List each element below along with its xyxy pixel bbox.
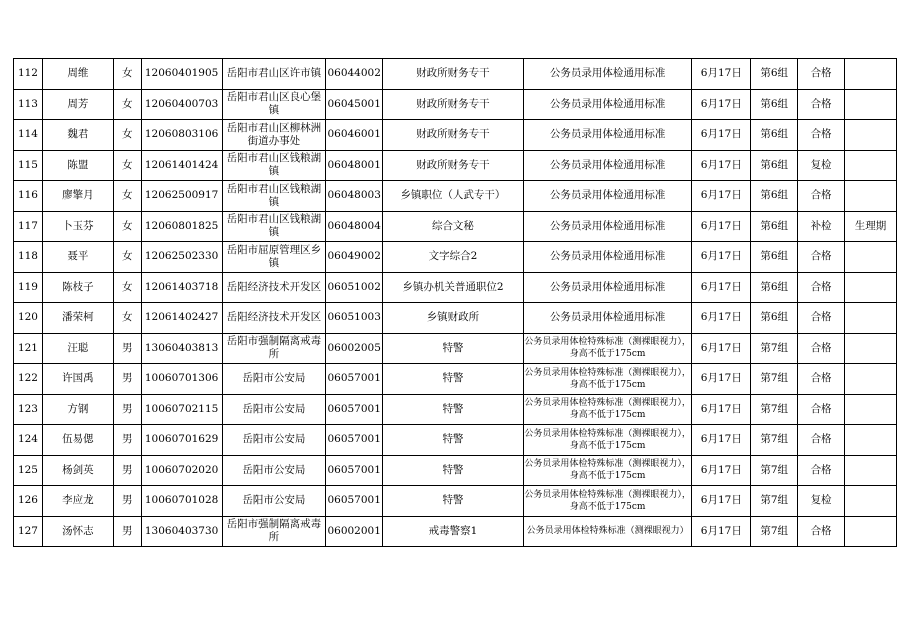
position-name-cell: 文字综合2 — [383, 242, 524, 273]
name-cell: 周芳 — [42, 89, 113, 120]
gender-cell: 男 — [113, 364, 141, 395]
exam-standard-cell: 公务员录用体检特殊标准（测裸眼视力），身高不低于175cm — [523, 486, 692, 517]
exam-results-table — [13, 58, 897, 547]
position-name-cell: 特警 — [383, 486, 524, 517]
name-cell: 李应龙 — [42, 486, 113, 517]
exam-group-cell: 第7组 — [751, 364, 798, 395]
exam-standard-cell: 公务员录用体检通用标准 — [523, 181, 692, 212]
name-cell: 聂平 — [42, 242, 113, 273]
table-row — [14, 181, 897, 212]
employer-unit-cell: 岳阳经济技术开发区 — [222, 272, 326, 303]
ticket-number-cell: 10060702115 — [141, 394, 222, 425]
exam-date-cell: 6月17日 — [692, 89, 751, 120]
ticket-number-cell: 10060701306 — [141, 364, 222, 395]
row-number-cell: 117 — [14, 211, 43, 242]
exam-standard-cell: 公务员录用体检特殊标准（测裸眼视力），身高不低于175cm — [523, 394, 692, 425]
position-code-cell: 06048004 — [326, 211, 383, 242]
employer-unit-cell: 岳阳市公安局 — [222, 394, 326, 425]
table-row — [14, 89, 897, 120]
employer-unit-cell: 岳阳经济技术开发区 — [222, 303, 326, 334]
table-row — [14, 242, 897, 273]
result-cell: 合格 — [798, 425, 845, 456]
result-cell: 合格 — [798, 59, 845, 90]
position-name-cell: 特警 — [383, 394, 524, 425]
employer-unit-cell: 岳阳市强制隔离戒毒所 — [222, 516, 326, 547]
position-code-cell: 06057001 — [326, 486, 383, 517]
exam-group-cell: 第7组 — [751, 333, 798, 364]
exam-date-cell: 6月17日 — [692, 211, 751, 242]
exam-group-cell: 第6组 — [751, 181, 798, 212]
table-row — [14, 303, 897, 334]
exam-standard-cell: 公务员录用体检通用标准 — [523, 89, 692, 120]
name-cell: 汪聪 — [42, 333, 113, 364]
position-code-cell: 06046001 — [326, 120, 383, 151]
table-row — [14, 364, 897, 395]
table-row — [14, 120, 897, 151]
position-code-cell: 06051002 — [326, 272, 383, 303]
exam-date-cell: 6月17日 — [692, 150, 751, 181]
exam-group-cell: 第7组 — [751, 516, 798, 547]
position-name-cell: 特警 — [383, 364, 524, 395]
exam-standard-cell: 公务员录用体检通用标准 — [523, 303, 692, 334]
position-name-cell: 乡镇职位（人武专干） — [383, 181, 524, 212]
table-row — [14, 425, 897, 456]
row-number-cell: 113 — [14, 89, 43, 120]
employer-unit-cell: 岳阳市公安局 — [222, 364, 326, 395]
exam-date-cell: 6月17日 — [692, 59, 751, 90]
gender-cell: 女 — [113, 150, 141, 181]
exam-date-cell: 6月17日 — [692, 181, 751, 212]
exam-date-cell: 6月17日 — [692, 455, 751, 486]
note-cell — [845, 516, 897, 547]
ticket-number-cell: 12061402427 — [141, 303, 222, 334]
position-name-cell: 综合文秘 — [383, 211, 524, 242]
note-cell — [845, 89, 897, 120]
name-cell: 陈枝子 — [42, 272, 113, 303]
gender-cell: 男 — [113, 425, 141, 456]
result-cell: 合格 — [798, 394, 845, 425]
table-row — [14, 516, 897, 547]
ticket-number-cell: 10060702020 — [141, 455, 222, 486]
ticket-number-cell: 12062500917 — [141, 181, 222, 212]
name-cell: 伍易偲 — [42, 425, 113, 456]
note-cell: 生理期 — [845, 211, 897, 242]
exam-group-cell: 第6组 — [751, 120, 798, 151]
ticket-number-cell: 12060801825 — [141, 211, 222, 242]
exam-standard-cell: 公务员录用体检特殊标准（测裸眼视力），身高不低于175cm — [523, 364, 692, 395]
result-cell: 合格 — [798, 303, 845, 334]
name-cell: 杨剑英 — [42, 455, 113, 486]
name-cell: 潘荣柯 — [42, 303, 113, 334]
result-cell: 复检 — [798, 486, 845, 517]
result-cell: 补检 — [798, 211, 845, 242]
row-number-cell: 121 — [14, 333, 43, 364]
employer-unit-cell: 岳阳市公安局 — [222, 486, 326, 517]
table-row — [14, 150, 897, 181]
note-cell — [845, 333, 897, 364]
result-cell: 合格 — [798, 242, 845, 273]
row-number-cell: 122 — [14, 364, 43, 395]
position-name-cell: 乡镇办机关普通职位2 — [383, 272, 524, 303]
employer-unit-cell: 岳阳市君山区良心堡镇 — [222, 89, 326, 120]
note-cell — [845, 181, 897, 212]
note-cell — [845, 120, 897, 151]
position-code-cell: 06057001 — [326, 425, 383, 456]
gender-cell: 男 — [113, 516, 141, 547]
gender-cell: 男 — [113, 394, 141, 425]
exam-standard-cell: 公务员录用体检通用标准 — [523, 242, 692, 273]
exam-date-cell: 6月17日 — [692, 394, 751, 425]
position-name-cell: 财政所财务专干 — [383, 59, 524, 90]
gender-cell: 女 — [113, 181, 141, 212]
position-code-cell: 06045001 — [326, 89, 383, 120]
name-cell: 卜玉芬 — [42, 211, 113, 242]
result-cell: 合格 — [798, 89, 845, 120]
row-number-cell: 120 — [14, 303, 43, 334]
exam-group-cell: 第6组 — [751, 59, 798, 90]
result-cell: 合格 — [798, 455, 845, 486]
exam-standard-cell: 公务员录用体检通用标准 — [523, 120, 692, 151]
position-code-cell: 06057001 — [326, 364, 383, 395]
row-number-cell: 115 — [14, 150, 43, 181]
table-row — [14, 59, 897, 90]
exam-group-cell: 第7组 — [751, 394, 798, 425]
exam-group-cell: 第6组 — [751, 303, 798, 334]
exam-standard-cell: 公务员录用体检特殊标准（测裸眼视力），身高不低于175cm — [523, 333, 692, 364]
row-number-cell: 124 — [14, 425, 43, 456]
exam-standard-cell: 公务员录用体检特殊标准（测裸眼视力），身高不低于175cm — [523, 455, 692, 486]
ticket-number-cell: 13060403813 — [141, 333, 222, 364]
note-cell — [845, 425, 897, 456]
gender-cell: 女 — [113, 211, 141, 242]
exam-date-cell: 6月17日 — [692, 425, 751, 456]
name-cell: 方钢 — [42, 394, 113, 425]
exam-date-cell: 6月17日 — [692, 516, 751, 547]
employer-unit-cell: 岳阳市公安局 — [222, 425, 326, 456]
position-code-cell: 06049002 — [326, 242, 383, 273]
employer-unit-cell: 岳阳市君山区许市镇 — [222, 59, 326, 90]
employer-unit-cell: 岳阳市君山区钱粮湖镇 — [222, 150, 326, 181]
position-code-cell: 06044002 — [326, 59, 383, 90]
row-number-cell: 116 — [14, 181, 43, 212]
exam-standard-cell: 公务员录用体检通用标准 — [523, 150, 692, 181]
row-number-cell: 123 — [14, 394, 43, 425]
position-name-cell: 戒毒警察1 — [383, 516, 524, 547]
ticket-number-cell: 13060403730 — [141, 516, 222, 547]
exam-group-cell: 第6组 — [751, 150, 798, 181]
gender-cell: 女 — [113, 59, 141, 90]
table-body — [14, 59, 897, 547]
employer-unit-cell: 岳阳市君山区钱粮湖镇 — [222, 181, 326, 212]
position-name-cell: 特警 — [383, 425, 524, 456]
exam-date-cell: 6月17日 — [692, 272, 751, 303]
gender-cell: 女 — [113, 303, 141, 334]
name-cell: 廖擎月 — [42, 181, 113, 212]
table-row — [14, 272, 897, 303]
exam-group-cell: 第6组 — [751, 242, 798, 273]
ticket-number-cell: 12061401424 — [141, 150, 222, 181]
position-code-cell: 06048001 — [326, 150, 383, 181]
result-cell: 复检 — [798, 150, 845, 181]
exam-date-cell: 6月17日 — [692, 303, 751, 334]
note-cell — [845, 242, 897, 273]
note-cell — [845, 486, 897, 517]
name-cell: 魏君 — [42, 120, 113, 151]
gender-cell: 男 — [113, 333, 141, 364]
result-cell: 合格 — [798, 333, 845, 364]
name-cell: 许国禹 — [42, 364, 113, 395]
table-row — [14, 333, 897, 364]
exam-group-cell: 第6组 — [751, 89, 798, 120]
table-row — [14, 211, 897, 242]
ticket-number-cell: 10060701629 — [141, 425, 222, 456]
exam-standard-cell: 公务员录用体检特殊标准（测裸眼视力），身高不低于175cm — [523, 425, 692, 456]
gender-cell: 男 — [113, 486, 141, 517]
exam-group-cell: 第7组 — [751, 455, 798, 486]
position-code-cell: 06048003 — [326, 181, 383, 212]
result-cell: 合格 — [798, 181, 845, 212]
row-number-cell: 119 — [14, 272, 43, 303]
gender-cell: 女 — [113, 242, 141, 273]
exam-standard-cell: 公务员录用体检特殊标准（测裸眼视力） — [523, 516, 692, 547]
exam-date-cell: 6月17日 — [692, 333, 751, 364]
position-name-cell: 财政所财务专干 — [383, 89, 524, 120]
exam-date-cell: 6月17日 — [692, 242, 751, 273]
result-cell: 合格 — [798, 516, 845, 547]
name-cell: 汤怀志 — [42, 516, 113, 547]
position-code-cell: 06051003 — [326, 303, 383, 334]
ticket-number-cell: 12061403718 — [141, 272, 222, 303]
exam-group-cell: 第7组 — [751, 486, 798, 517]
row-number-cell: 112 — [14, 59, 43, 90]
position-name-cell: 特警 — [383, 333, 524, 364]
row-number-cell: 127 — [14, 516, 43, 547]
exam-date-cell: 6月17日 — [692, 486, 751, 517]
ticket-number-cell: 12060803106 — [141, 120, 222, 151]
gender-cell: 女 — [113, 272, 141, 303]
employer-unit-cell: 岳阳市强制隔离戒毒所 — [222, 333, 326, 364]
note-cell — [845, 364, 897, 395]
exam-date-cell: 6月17日 — [692, 120, 751, 151]
row-number-cell: 114 — [14, 120, 43, 151]
note-cell — [845, 150, 897, 181]
table-row — [14, 455, 897, 486]
ticket-number-cell: 10060701028 — [141, 486, 222, 517]
gender-cell: 女 — [113, 89, 141, 120]
result-cell: 合格 — [798, 364, 845, 395]
position-name-cell: 财政所财务专干 — [383, 150, 524, 181]
row-number-cell: 118 — [14, 242, 43, 273]
row-number-cell: 125 — [14, 455, 43, 486]
table-row — [14, 486, 897, 517]
ticket-number-cell: 12062502330 — [141, 242, 222, 273]
position-code-cell: 06057001 — [326, 455, 383, 486]
name-cell: 陈盟 — [42, 150, 113, 181]
exam-group-cell: 第6组 — [751, 272, 798, 303]
note-cell — [845, 455, 897, 486]
gender-cell: 女 — [113, 120, 141, 151]
table-row — [14, 394, 897, 425]
position-code-cell: 06057001 — [326, 394, 383, 425]
exam-date-cell: 6月17日 — [692, 364, 751, 395]
position-name-cell: 财政所财务专干 — [383, 120, 524, 151]
employer-unit-cell: 岳阳市君山区柳林洲街道办事处 — [222, 120, 326, 151]
position-code-cell: 06002005 — [326, 333, 383, 364]
employer-unit-cell: 岳阳市君山区钱粮湖镇 — [222, 211, 326, 242]
exam-group-cell: 第6组 — [751, 211, 798, 242]
employer-unit-cell: 岳阳市屈原管理区乡镇 — [222, 242, 326, 273]
exam-standard-cell: 公务员录用体检通用标准 — [523, 211, 692, 242]
employer-unit-cell: 岳阳市公安局 — [222, 455, 326, 486]
name-cell: 周维 — [42, 59, 113, 90]
note-cell — [845, 394, 897, 425]
row-number-cell: 126 — [14, 486, 43, 517]
exam-standard-cell: 公务员录用体检通用标准 — [523, 272, 692, 303]
ticket-number-cell: 12060400703 — [141, 89, 222, 120]
ticket-number-cell: 12060401905 — [141, 59, 222, 90]
note-cell — [845, 59, 897, 90]
result-cell: 合格 — [798, 272, 845, 303]
result-cell: 合格 — [798, 120, 845, 151]
exam-group-cell: 第7组 — [751, 425, 798, 456]
note-cell — [845, 303, 897, 334]
position-code-cell: 06002001 — [326, 516, 383, 547]
note-cell — [845, 272, 897, 303]
exam-standard-cell: 公务员录用体检通用标准 — [523, 59, 692, 90]
position-name-cell: 特警 — [383, 455, 524, 486]
position-name-cell: 乡镇财政所 — [383, 303, 524, 334]
gender-cell: 男 — [113, 455, 141, 486]
